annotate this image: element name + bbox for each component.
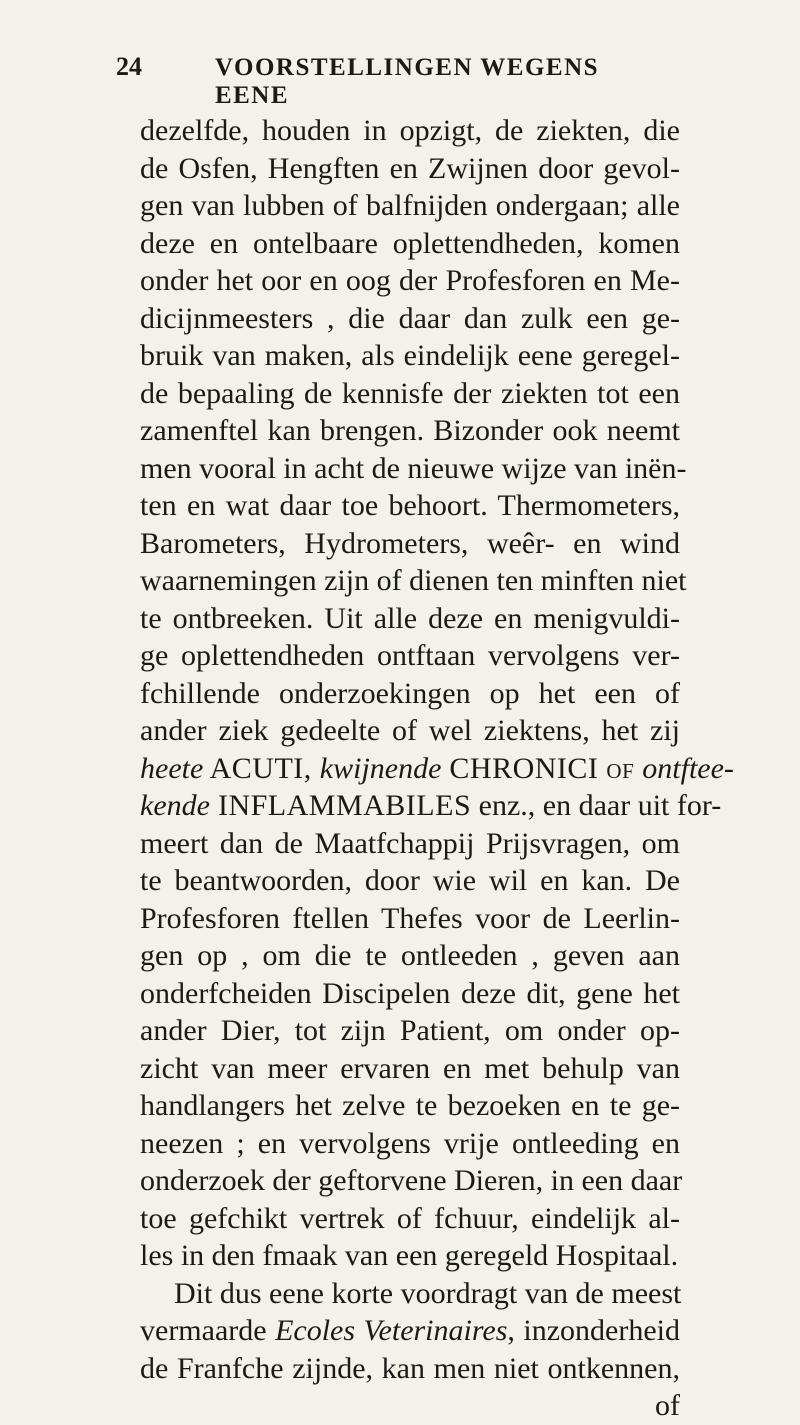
italic-term: kende [140,789,210,822]
text-line: de bepaaling de kennisfe der ziekten tot een [140,376,680,410]
italic-term: heete [140,751,204,785]
smallcaps-term: ACUTI, [203,751,320,785]
smallcaps-term: INFLAMMABILES [209,789,472,822]
page-header [116,52,676,109]
catchword: of [655,1389,680,1422]
body-text [140,112,734,1425]
text-line: fchillende onderzoekingen op het een of [140,676,680,710]
text-line: dezelfde, houden in opzigt, de ziekten, die [140,114,680,147]
text-fragment: vermaarde [140,1314,276,1347]
text-line: de Osfen, Hengften en Zwijnen door gevol- [140,151,680,185]
text-line-mixed [140,750,734,788]
running-title: VOORSTELLINGEN WEGENS EENE [214,54,600,109]
text-line: toe gefchikt vertrek of fchuur, eindelijk al- [140,1201,680,1235]
text-line-mixed [140,1312,680,1350]
italic-term: ontftee- [642,751,734,785]
italic-term: Ecoles Veterinaires [275,1314,508,1347]
text-fragment: , inzonderheid [507,1314,681,1347]
text-line: bruik van maken, als eindelijk eene geregel- [140,339,680,372]
text-line: onderfcheiden Discipelen deze dit, gene het [140,976,680,1010]
text-line: Dit dus eene korte voordragt van de meest [174,1276,682,1310]
text-line: te beantwoorden, door wie wil en kan. De [140,864,680,897]
text-line: men vooral in acht de nieuwe wijze van inën- [140,451,687,485]
text-line: ander ziek gedeelte of wel ziektens, het zij [140,714,680,747]
page-number: 24 [116,52,142,81]
text-line: onder het oor en oog der Profesforen en Me- [140,264,680,297]
text-line: ander Dier, tot zijn Patient, om onder op- [140,1014,680,1047]
text-line: waarnemingen zijn of dienen ten minften niet [140,564,687,597]
text-line-mixed [140,787,722,825]
text-line: ten en wat daar toe behoort. Thermometers, [140,489,680,522]
text-line: Barometers, Hydrometers, weêr- en wind [140,526,680,560]
text-line: onderzoek der geftorvene Dieren, in een daar [140,1164,683,1197]
text-line: te ontbreeken. Uit alle deze en menigvuldi- [140,601,680,635]
italic-term: kwijnende [319,751,442,785]
text-line: gen van lubben of balfnijden ondergaan; alle [140,189,680,222]
text-line: ge oplettendheden ontftaan vervolgens ver- [140,639,680,672]
text-fragment: enz., en daar uit for- [471,789,722,822]
text-line: meert dan de Maatfchappij Prijsvragen, om [140,826,680,860]
text-line: dicijnmeesters , die daar dan zulk een ge- [140,301,680,335]
smallcaps-term: CHRONICI of [441,751,643,785]
text-line: neezen ; en vervolgens vrije ontleeding en [140,1126,680,1160]
text-line: les in den fmaak van een geregeld Hospitaal. [140,1239,679,1272]
text-line: de Franfche zijnde, kan men niet ontkennen, [140,1351,680,1385]
text-line: gen op , om die te ontleeden , geven aan [140,939,680,972]
text-line: Profesforen ftellen Thefes voor de Leerlin- [140,901,680,935]
text-line: zamenftel kan brengen. Bizonder ook neemt [140,414,680,447]
text-line: deze en ontelbaare oplettendheden, komen [140,226,680,260]
text-line: zicht van meer ervaren en met behulp van [140,1051,680,1085]
text-line: handlangers het zelve te bezoeken en te ge- [140,1089,680,1122]
